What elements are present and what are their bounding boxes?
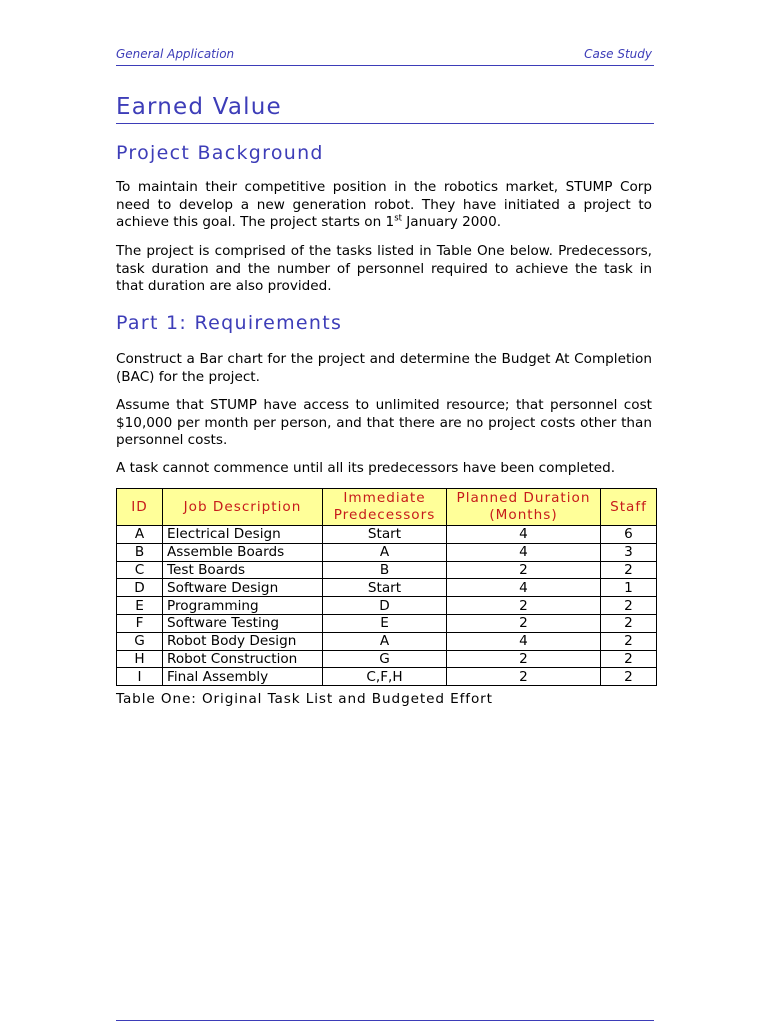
cell-duration: 4 xyxy=(447,526,601,544)
requirements-paragraph-2: Assume that STUMP have access to unlimited resource; that personnel cost $10,000 per month per person, and that there are no project costs other than personnel costs. xyxy=(116,397,652,448)
cell-staff: 3 xyxy=(601,543,657,561)
document-page xyxy=(116,0,654,1024)
cell-id: A xyxy=(117,526,163,544)
ordinal-suffix: st xyxy=(394,213,402,224)
table-row xyxy=(117,543,657,561)
cell-description: Software Testing xyxy=(163,614,323,632)
cell-predecessors: A xyxy=(323,632,447,650)
column-header-id: ID xyxy=(117,489,163,526)
cell-description: Test Boards xyxy=(163,561,323,579)
header-right-text: Case Study xyxy=(584,47,652,61)
column-header-staff: Staff xyxy=(601,489,657,526)
table-row xyxy=(117,668,657,686)
cell-staff: 1 xyxy=(601,579,657,597)
cell-id: C xyxy=(117,561,163,579)
cell-staff: 6 xyxy=(601,526,657,544)
table-row xyxy=(117,650,657,668)
cell-id: F xyxy=(117,614,163,632)
cell-predecessors: E xyxy=(323,614,447,632)
requirements-paragraph-1: Construct a Bar chart for the project and determine the Budget At Completion (BAC) for the project. xyxy=(116,351,652,385)
cell-description: Programming xyxy=(163,597,323,615)
cell-duration: 4 xyxy=(447,579,601,597)
table-header-row xyxy=(117,489,657,526)
cell-staff: 2 xyxy=(601,668,657,686)
document-title: Earned Value xyxy=(116,93,654,124)
footer-rule xyxy=(116,1020,654,1021)
cell-description: Electrical Design xyxy=(163,526,323,544)
cell-description: Robot Body Design xyxy=(163,632,323,650)
background-text-start: To maintain their competitive position in the robotics market, STUMP Corp need to develop a new generation robot. They have initiated a project to achieve this goal. The project starts on 1 xyxy=(116,179,652,230)
table-caption: Table One: Original Task List and Budgeted Effort xyxy=(116,691,493,707)
task-table xyxy=(116,488,657,686)
table-row xyxy=(117,579,657,597)
cell-id: H xyxy=(117,650,163,668)
cell-id: B xyxy=(117,543,163,561)
cell-predecessors: D xyxy=(323,597,447,615)
table-row xyxy=(117,632,657,650)
cell-duration: 2 xyxy=(447,668,601,686)
table-row xyxy=(117,597,657,615)
column-header-job-description: Job Description xyxy=(163,489,323,526)
cell-description: Software Design xyxy=(163,579,323,597)
requirements-paragraph-3: A task cannot commence until all its predecessors have been completed. xyxy=(116,460,616,476)
column-header-predecessors: Immediate Predecessors xyxy=(323,489,447,526)
cell-staff: 2 xyxy=(601,632,657,650)
cell-duration: 2 xyxy=(447,650,601,668)
table-row xyxy=(117,526,657,544)
cell-predecessors: C,F,H xyxy=(323,668,447,686)
cell-description: Assemble Boards xyxy=(163,543,323,561)
cell-description: Final Assembly xyxy=(163,668,323,686)
section-heading-background: Project Background xyxy=(116,142,324,164)
cell-predecessors: Start xyxy=(323,579,447,597)
background-paragraph-1 xyxy=(116,179,652,232)
table-row xyxy=(117,614,657,632)
cell-staff: 2 xyxy=(601,561,657,579)
running-header xyxy=(116,46,654,66)
cell-predecessors: B xyxy=(323,561,447,579)
table-row xyxy=(117,561,657,579)
cell-id: G xyxy=(117,632,163,650)
cell-predecessors: A xyxy=(323,543,447,561)
cell-id: D xyxy=(117,579,163,597)
cell-predecessors: G xyxy=(323,650,447,668)
cell-duration: 2 xyxy=(447,561,601,579)
background-text-end: January 2000. xyxy=(401,214,502,230)
cell-duration: 4 xyxy=(447,543,601,561)
column-header-planned-duration: Planned Duration (Months) xyxy=(447,489,601,526)
background-paragraph-2: The project is comprised of the tasks listed in Table One below. Predecessors, task duration and the number of personnel required to achieve the task in that duration are also provided. xyxy=(116,243,652,294)
cell-id: E xyxy=(117,597,163,615)
cell-staff: 2 xyxy=(601,597,657,615)
cell-duration: 2 xyxy=(447,614,601,632)
cell-duration: 4 xyxy=(447,632,601,650)
cell-staff: 2 xyxy=(601,650,657,668)
header-left-text: General Application xyxy=(116,47,235,61)
cell-predecessors: Start xyxy=(323,526,447,544)
cell-duration: 2 xyxy=(447,597,601,615)
section-heading-requirements: Part 1: Requirements xyxy=(116,312,343,334)
cell-description: Robot Construction xyxy=(163,650,323,668)
cell-staff: 2 xyxy=(601,614,657,632)
cell-id: I xyxy=(117,668,163,686)
